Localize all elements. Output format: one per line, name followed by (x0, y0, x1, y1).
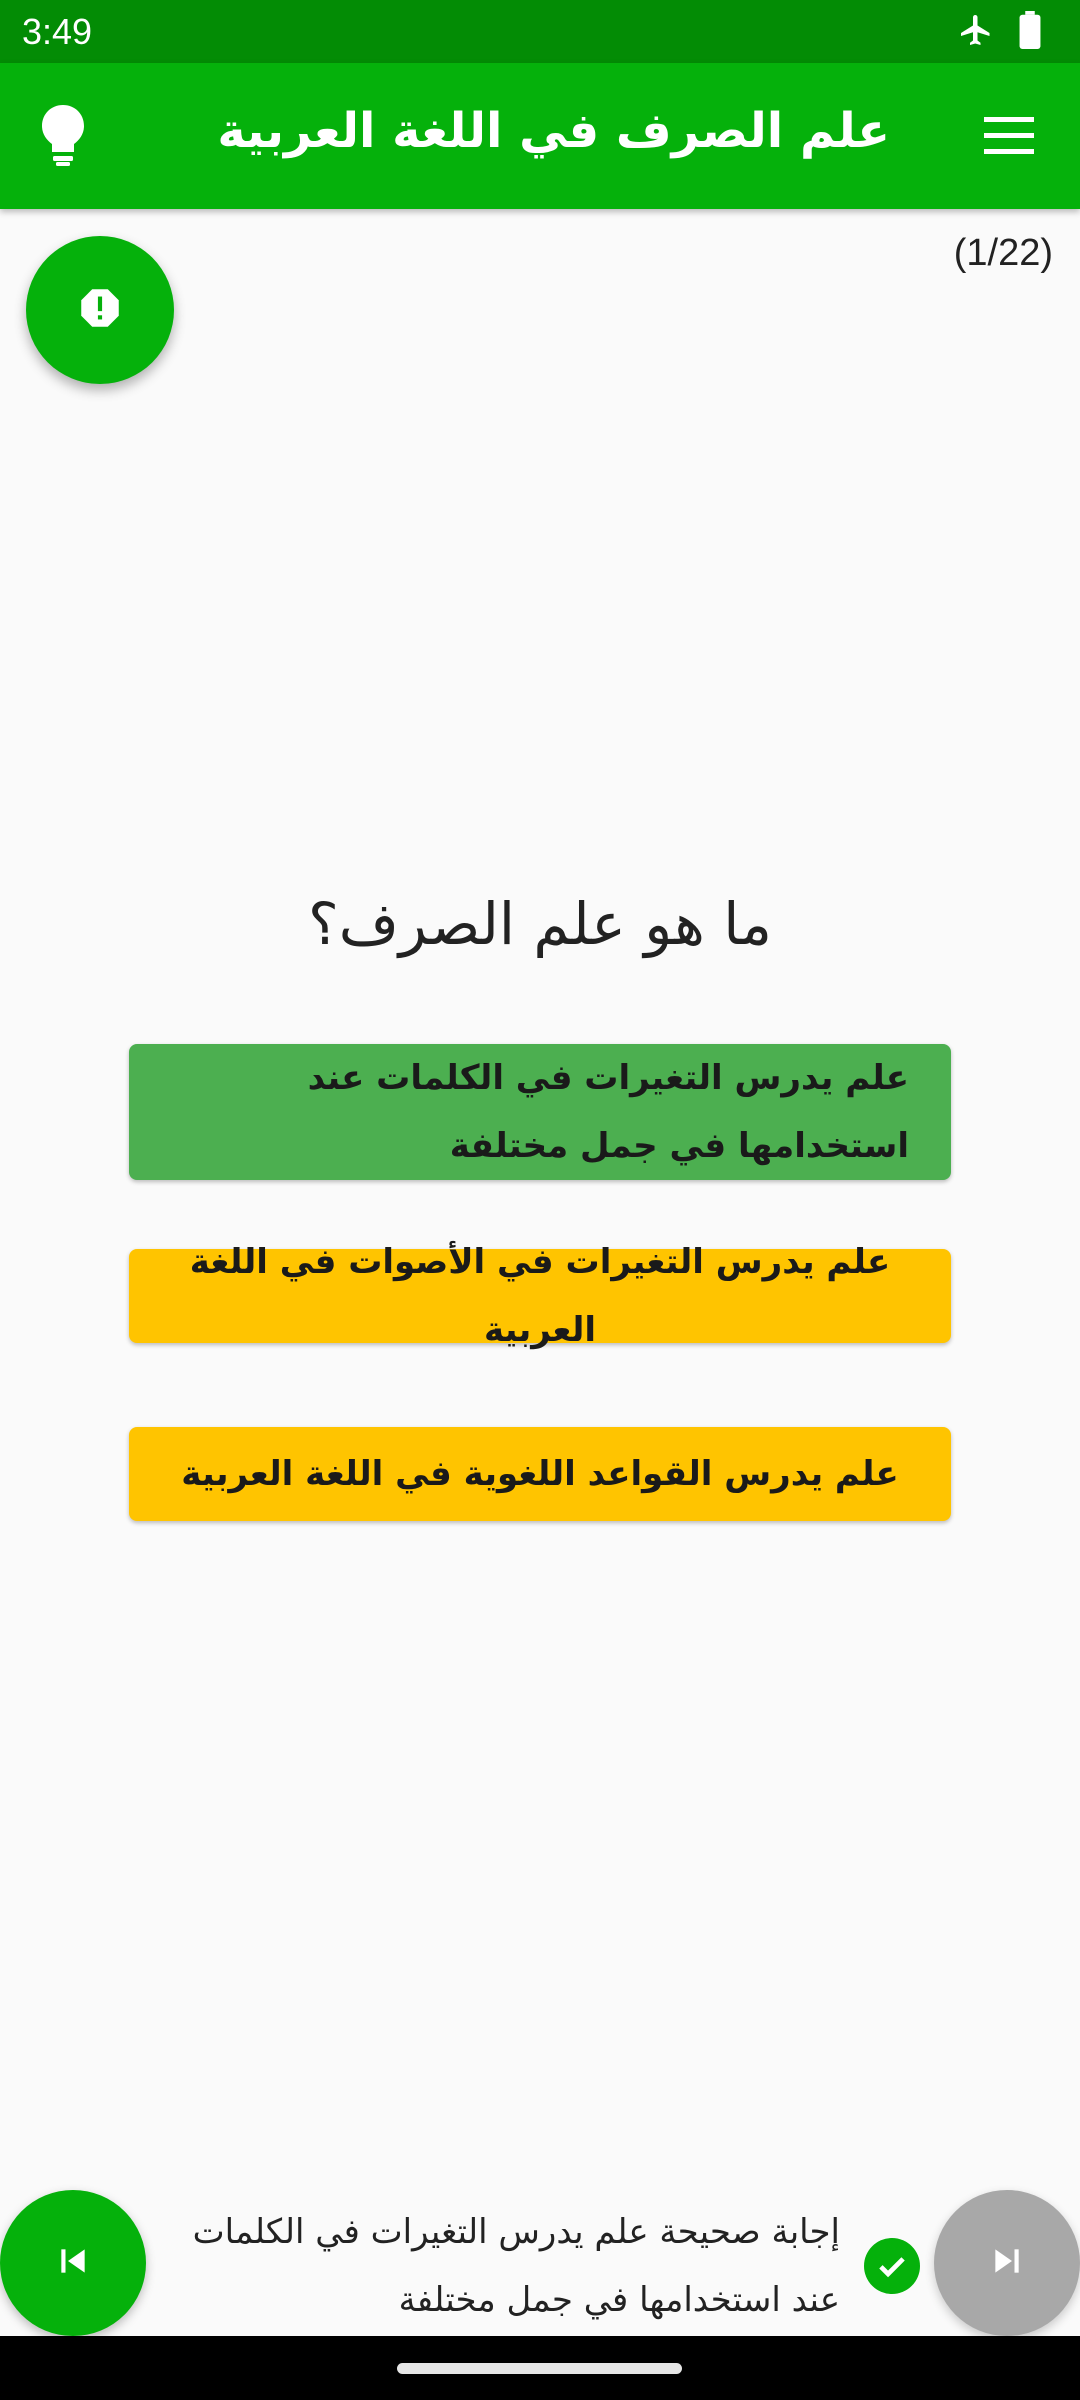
home-gesture-handle[interactable] (397, 2363, 682, 2374)
report-icon (75, 283, 125, 337)
skip-previous-icon (53, 2241, 93, 2285)
answer-option-3-label: علم يدرس القواعد اللغوية في اللغة العربية (181, 1454, 899, 1494)
answer-option-3[interactable] (129, 1427, 951, 1521)
battery-icon (1018, 11, 1042, 53)
skip-next-icon (987, 2241, 1027, 2285)
app-title: علم الصرف في اللغة العربية (217, 103, 890, 159)
menu-button[interactable] (974, 103, 1044, 173)
hint-button[interactable] (28, 97, 98, 177)
status-bar (0, 0, 1080, 63)
menu-icon (984, 117, 1034, 159)
result-message: إجابة صحيحة علم يدرس التغيرات في الكلمات عند استخدامها في جمل مختلفة (192, 2212, 840, 2320)
check-icon (864, 2238, 920, 2294)
question-counter: (1/22) (953, 232, 1053, 274)
answer-option-2[interactable] (129, 1242, 951, 1350)
report-button[interactable] (26, 236, 174, 384)
lightbulb-icon (40, 103, 86, 171)
app-bar (0, 63, 1080, 209)
status-icons (958, 12, 1042, 52)
previous-button[interactable] (0, 2190, 146, 2336)
status-time: 3:49 (22, 11, 93, 52)
airplane-mode-icon (958, 12, 994, 52)
next-button[interactable] (934, 2190, 1080, 2336)
answer-option-1-label: علم يدرس التغيرات في الكلمات عند استخدامها في جمل مختلفة (307, 1058, 909, 1166)
answer-option-1[interactable] (129, 1044, 951, 1180)
question-text: ما هو علم الصرف؟ (308, 890, 772, 958)
answer-option-2-label: علم يدرس التغيرات في الأصوات في اللغة العربية (189, 1242, 891, 1350)
